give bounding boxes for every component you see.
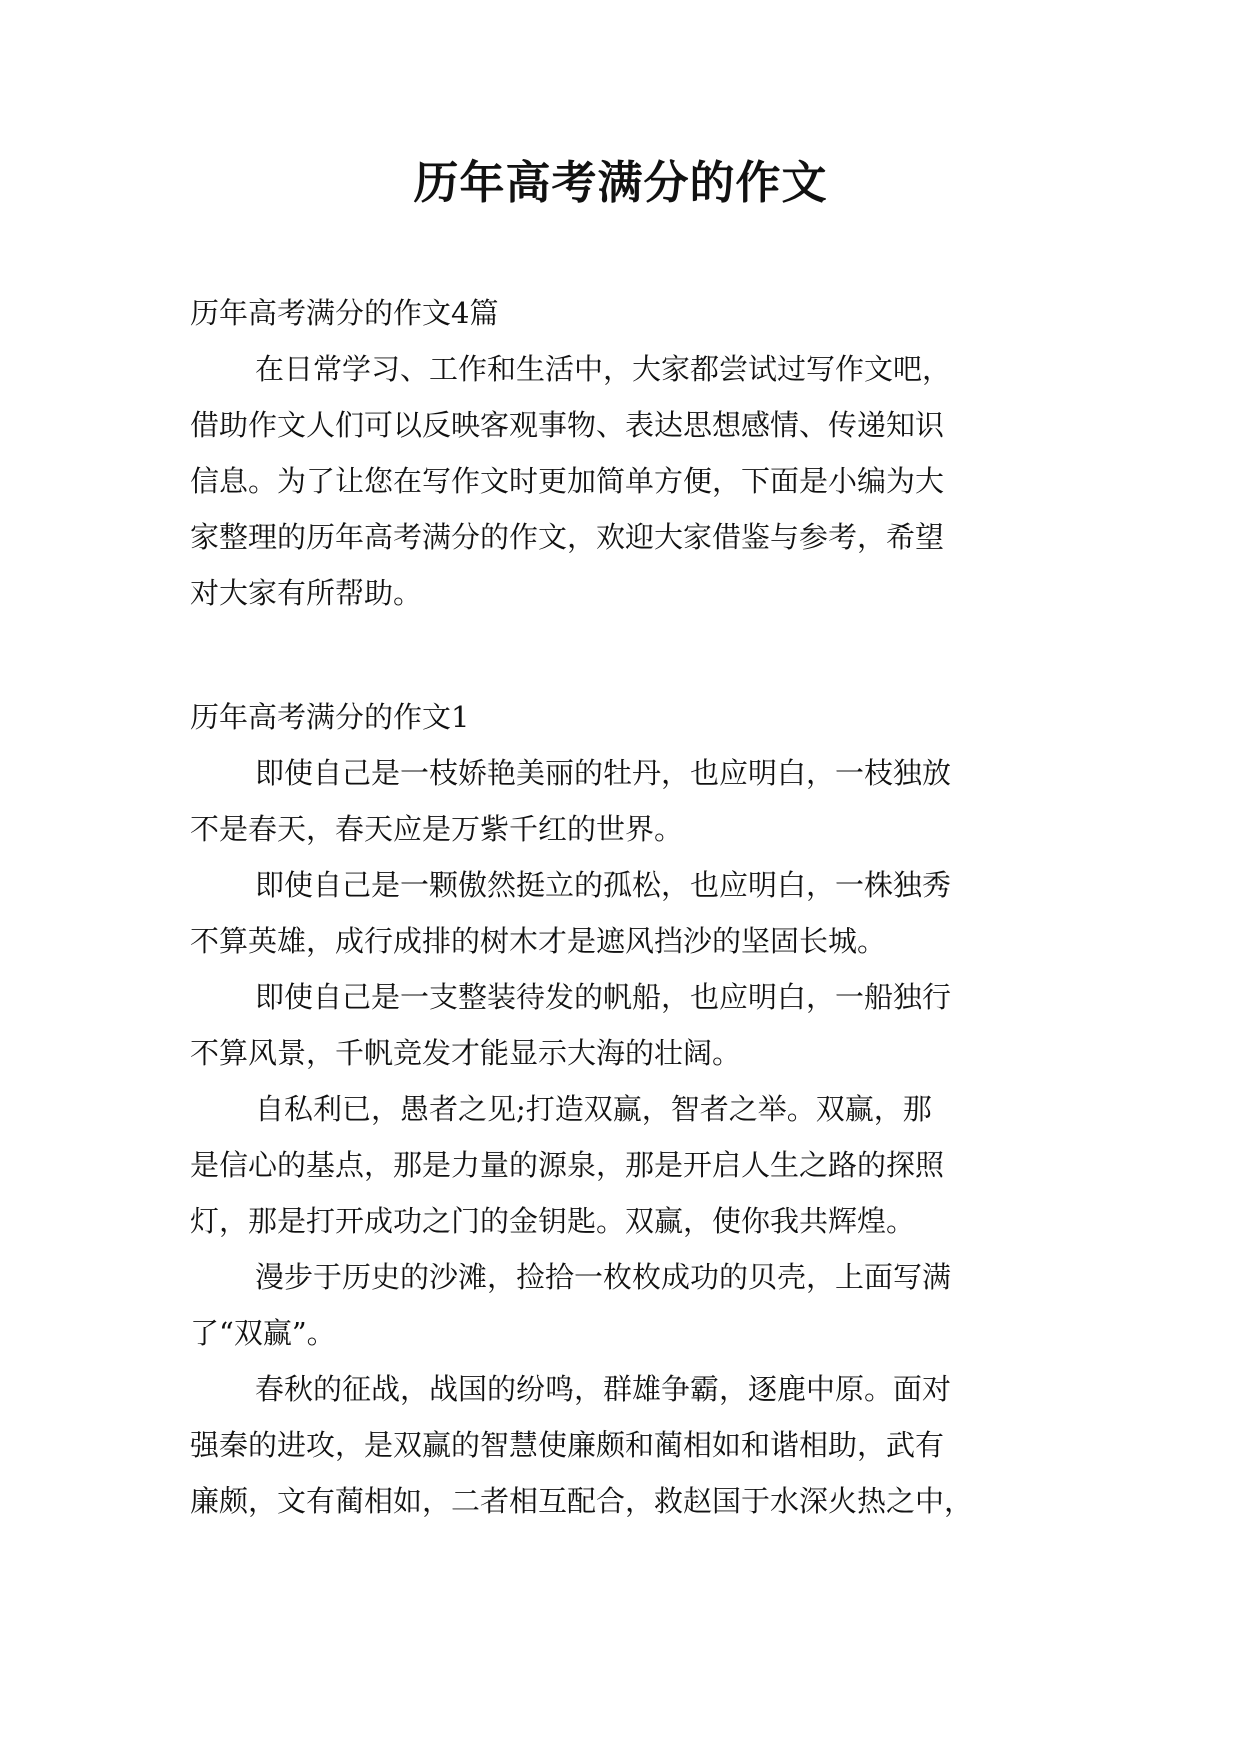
essay-paragraph-line: 不算英雄，成行成排的树木才是遮风挡沙的坚固长城。 [190,924,887,958]
essay-paragraph-line: 自私利已，愚者之见;打造双赢，智者之举。双赢，那 [255,1092,932,1126]
section-heading-1: 历年高考满分的作文1 [190,700,470,734]
intro-paragraph-line: 家整理的历年高考满分的作文，欢迎大家借鉴与参考，希望 [190,520,945,554]
essay-paragraph-line: 灯，那是打开成功之门的金钥匙。双赢，使你我共辉煌。 [190,1204,916,1238]
essay-paragraph-line: 即使自己是一支整装待发的帆船，也应明白，一船独行 [255,980,952,1014]
essay-paragraph-line: 不算风景，千帆竞发才能显示大海的壮阔。 [190,1036,742,1070]
essay-paragraph-line: 是信心的基点，那是力量的源泉，那是开启人生之路的探照 [190,1148,945,1182]
essay-paragraph-line: 漫步于历史的沙滩，捡拾一枚枚成功的贝壳，上面写满 [255,1260,952,1294]
essay-paragraph-line: 即使自己是一枝娇艳美丽的牡丹，也应明白，一枝独放 [255,756,952,790]
document-title: 历年高考满分的作文 [413,156,828,209]
document-body [190,285,1050,1529]
essay-paragraph-line: 了“双赢”。 [190,1316,336,1350]
section-heading-main: 历年高考满分的作文4篇 [190,296,499,330]
essay-paragraph-line: 即使自己是一颗傲然挺立的孤松，也应明白，一株独秀 [255,868,952,902]
intro-paragraph-line: 在日常学习、工作和生活中，大家都尝试过写作文吧， [255,352,952,386]
intro-paragraph-line: 信息。为了让您在写作文时更加简单方便，下面是小编为大 [190,464,945,498]
essay-paragraph-line: 春秋的征战，战国的纷鸣，群雄争霸，逐鹿中原。面对 [255,1372,952,1406]
essay-paragraph-line: 不是春天，春天应是万紫千红的世界。 [190,812,684,846]
section-spacer [190,621,1050,689]
essay-paragraph-line: 廉颇，文有蔺相如，二者相互配合，救赵国于水深火热之中， [190,1484,974,1518]
intro-paragraph-line: 借助作文人们可以反映客观事物、表达思想感情、传递知识 [190,408,945,442]
intro-paragraph-line: 对大家有所帮助。 [190,576,423,610]
essay-paragraph-line: 强秦的进攻，是双赢的智慧使廉颇和蔺相如和谐相助，武有 [190,1428,945,1462]
